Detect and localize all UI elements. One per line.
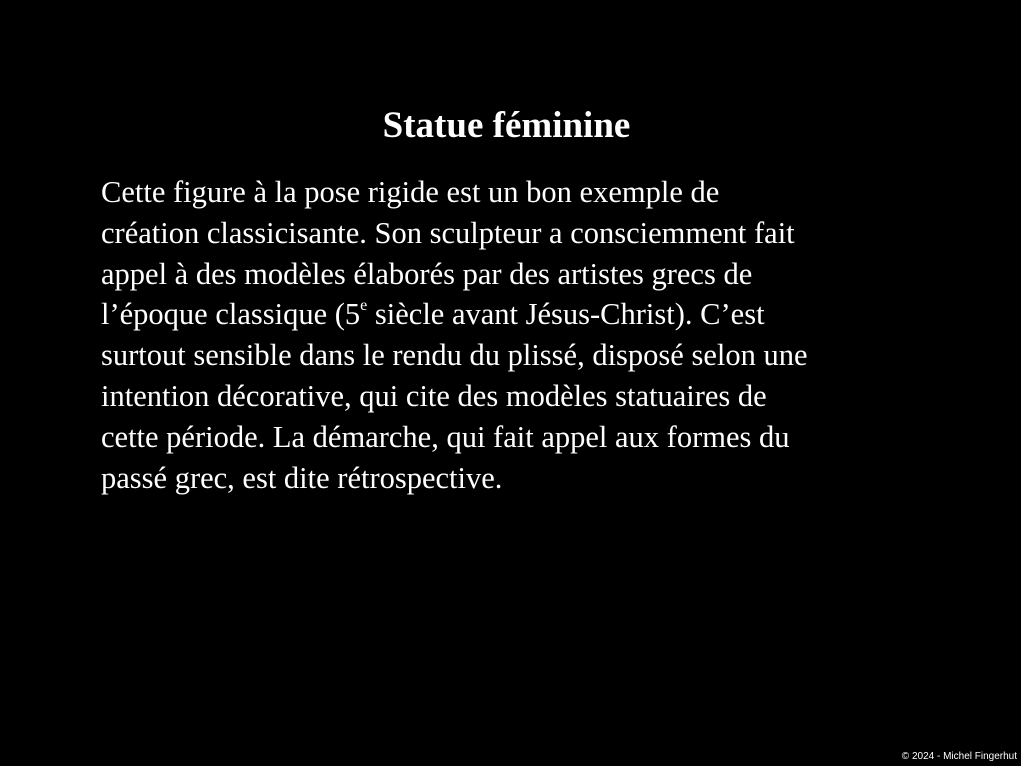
body-line-5: surtout sensible dans le rendu du plissé, disposé selon une: [101, 338, 808, 373]
body-line-1: Cette figure à la pose rigide est un bon exemple de: [101, 175, 720, 209]
body-line-4: [101, 294, 931, 335]
body-line-3: appel à des modèles élaborés par des artistes grecs de: [101, 256, 753, 291]
body-line-4-end: siècle avant Jésus-Christ). C’est: [367, 297, 765, 332]
century-superscript: e: [360, 297, 368, 315]
slide-body-text: [101, 172, 931, 498]
body-line-8: passé grec, est dite rétrospective.: [101, 460, 503, 495]
copyright-notice: © 2024 - Michel Fingerhut: [901, 751, 1017, 762]
body-line-2: création classicisante. Son sculpteur a consciemment fait: [101, 215, 795, 250]
body-line-6: intention décorative, qui cite des modèles statuaires de: [101, 378, 767, 413]
body-line-7: cette période. La démarche, qui fait appel aux formes du: [101, 419, 790, 454]
body-line-4-start: l’époque classique (5: [101, 297, 361, 332]
slide-title: Statue féminine: [382, 105, 631, 146]
